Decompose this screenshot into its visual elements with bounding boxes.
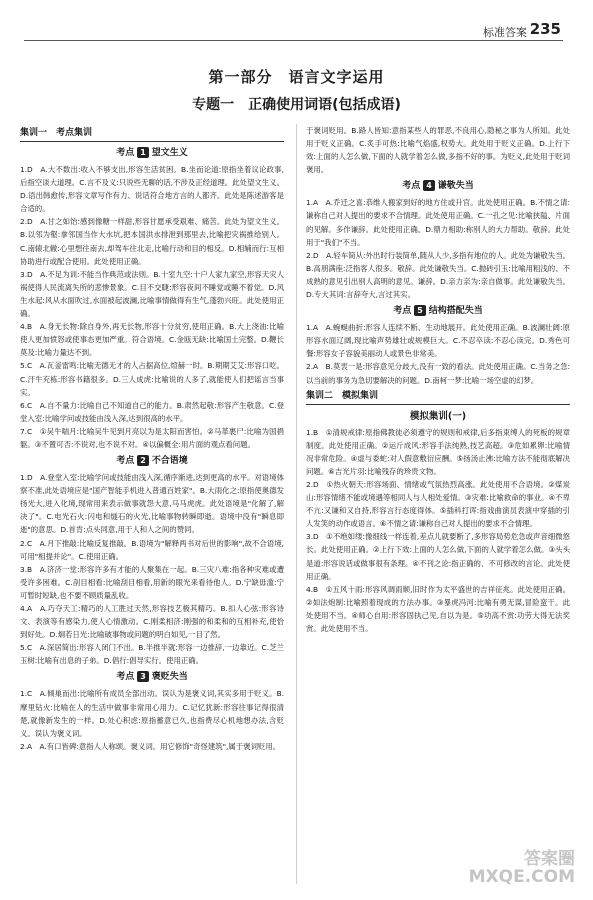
answer-item: 1.C A.倾巢而出:比喻所有成员全部出动。误认为是褒义词,其实多用于贬义。B.摩里钻火:比喻在人的生活中做事非常用心用力。C.记忆犹新:形容往事记得很清楚,就像新发生的一样。D.处心积虑:原指蓄意已久,也指费尽心机地想办法,含贬义。误认为褒义词。: [20, 689, 284, 738]
kaodian-heading-5: 考点 5 结构搭配失当: [393, 306, 483, 317]
kaodian-4-items: [306, 196, 570, 301]
page-header: [0, 0, 593, 46]
kaodian-number: 2: [137, 455, 149, 466]
topic-title: 专题一 正确使用词语(包括成语): [192, 97, 401, 113]
kaodian-heading-2: 考点 2 不合语境: [116, 456, 188, 467]
header-rule: [24, 40, 563, 41]
section-heading: 集训一 考点集训: [20, 126, 284, 142]
part-title: 第一部分 语言文字运用: [208, 68, 385, 86]
kaodian-2-items: [20, 471, 284, 667]
kaodian-5-items: [306, 321, 570, 386]
answer-item: 3.B A.济济一堂:形容许多有才能的人聚集在一起。B.三灾八难:指各种灾难或遭受许多困难。C.剖目相看:比喻刮目相看,用新的眼光来看待他人。D.宁缺毋滥:宁可暂时短缺,也不要不顾质量乱收。: [20, 564, 284, 600]
answer-item: 6.C A.自不量力:比喻自己不知道自己的能力。B.肃然起敬:形容产生敬意。C.登堂入室:比喻学问或技能由浅入深,达到很高的水平。: [20, 400, 284, 423]
kaodian-number: 5: [414, 305, 426, 316]
section-heading: 集训二 模拟集训: [306, 389, 570, 405]
answer-item: 4.B A.身无长物:除自身外,再无长物,形容十分贫穷,使用正确。B.大上浇油:比喻使人更加愤怒或使事态更加严重。符合语境。C.金瓯无缺:比喻国土完整。D.鞭长莫及:比喻力量达不到。: [20, 322, 284, 358]
answer-item: 2.A B.莫衷一是:形容意见分歧大,没有一致的看法。此处使用正确。C.当务之急:以当前的事务为急切要解决的问题。D.南柯一梦:比喻一场空虚的幻梦。: [306, 362, 570, 385]
kaodian-number: 4: [423, 180, 435, 191]
answer-item: 5.C A.瓦釜雷鸣:比喻无德无才的人占据高位,煊赫一时。B.期期艾艾:形容口吃。C.汗牛充栋:形容书籍很多。D.三人成虎:比喻说的人多了,就能使人们把谣言当事实。: [20, 361, 284, 397]
answer-item: 5.C A.深居简出:形容人闭门不出。B.半推半就:形容一边推辞,一边靠近。C.芝兰玉树:比喻有出息的子弟。D.倡行:倡导实行。使用正确。: [20, 643, 284, 666]
brand-watermark-logo: 答案圈 MXQE.COM: [468, 849, 575, 887]
answer-item: 2.D ①热火朝天:形容场面、情绪或气氛热烈高涨。此处使用不合语境。②煤炭山:形容情绪不能或境遇等相同人与人相处爱情。③灾难:比喻救命的事业。④不卑不亢:又谦和又自持,形容言行态度得体。⑤插科打诨:指戏曲演员表演中穿插的引人发笑的动作或语言。⑥不情之请:谦称自己对人提出的要求不合情理。: [306, 479, 570, 529]
kaodian-heading-4: 考点 4 谦敬失当: [402, 181, 474, 192]
kaodian-number: 3: [137, 671, 149, 682]
answer-item: 1.D A.大不数出:收入不够支出,形容生活贫困。B.坐而论道:原指坐着议论政事,后指空谈大道理。C.言不及义:只说些无聊的话,不涉及正经道理。此处望文生义。D.语出韩愈传,形容文章写作有力、说话符合地方言的人都齐。此处是陈述游客是合适的。: [20, 165, 284, 214]
answer-item: 2.D A.甘之如饴:感到像糖一样甜,形容甘愿承受艰难、痛苦。此处为望文生义。B.以邻为壑:拿邻国当作大水坑,把本国洪水排泄到那里去,比喻把灾祸推给别人。C.南辕北辙:心里想往南去,却驾车往北走,比喻行动和目的相反。D.相辅而行:互相协助进行或配合使用。此处使用正确。: [20, 217, 284, 266]
mock-title: 模拟集训(一): [409, 410, 467, 422]
answer-item: 2.C A.月下推敲:比喻反复推敲。B.语境为"解释两书对后世的影响",故不合语境,可用"相提并论"。C.使用正确。: [20, 538, 284, 561]
page-number: 235: [529, 20, 561, 38]
kaodian-number: 1: [137, 147, 149, 158]
answer-item: 4.B ①五风十雨:形容风调雨顺,旧时作为太平盛世的吉祥征兆。此处使用正确。②如法炮制:比喻照着现成的方法办事。③暴虎冯河:比喻有勇无谋,冒险蛮干。此处使用不当。④师心自用:形容固执己见,自以为是。⑤功高不赏:功劳大得无法奖赏。此处使用不当。: [306, 584, 570, 633]
answer-item: 1.B ①清规戒律:原指佛教徒必须遵守的规则和戒律,后多指束缚人的死板的规章制度。此处使用正确。②运斤成风:形容手法纯熟,技艺高超。③危如累卵:比喻情况非常危险。④虚与委蛇:对人假意敷衍应酬。⑤扬汤止沸:比喻方法不能彻底解决问题。⑥吉光片羽:比喻残存的珍贵文物。: [306, 427, 570, 476]
continued-items: [306, 124, 570, 176]
mock-items: [306, 426, 570, 636]
answer-item: 1.D A.登堂入室:比喻学问或技能由浅入深,循序渐进,达到更高的水平。对语境体察不准,此处语境应是"国产智能手机进入普通百姓家"。B.大雨化之:原指使奥德发扬光大,进入化境,现常用来表示做事就怨大意,马马虎虎。此处语境是"化解了,解决了"。C.电光石火:闪电和燧石的火光,比喻事物转瞬即逝。语境中没有"瞬息即逝"的意思。D.首肯:点头同意,用于人和人之间的赞同。: [20, 473, 284, 535]
answer-item: 3.D ①不绝如缕:像细线一样连着,差点儿就要断了,多形容局势危急或声音细微悠长。此处使用正确。②上行下效:上面的人怎么做,下面的人就学着怎么做。③头头是道:形容说话或做事很有条理。④不刊之论:指正确的、不可修改的言论。此处使用正确。: [306, 532, 570, 581]
answer-item: 2.D A.轻车简从:外出时行装简单,随从人少,多指有地位的人。此处为谦敬失当。B.高朋满座:泛指客人很多。敬辞。此处谦敬失当。C.抛砖引玉:比喻用粗浅的、不成熟的意见引出别人高明的意见。谦辞。D.亲力亲为:亲自做事。此处谦敬失当。D.专大其词:言辞夸大,言过其实。: [306, 250, 570, 300]
answer-item: 于褒词贬用。B.路人皆知:意指某些人的罪恶,不良用心,隐秘之事为人所知。此处用于贬义正确。C.炙手可热:比喻气焰盛,权势大。此处用于贬义正确。D.上行下效:上面的人怎么做,下面的人就学着怎么做,多指不好的事。为贬义,此处用于贬词褒用。: [306, 126, 570, 175]
kaodian-heading-3: 考点 3 褒贬失当: [116, 672, 188, 683]
answer-item: 2.A A.有口皆碑:意指人人称颂。褒义词。用它修饰"奇怪建筑",属于褒词贬用。: [20, 741, 281, 751]
right-column: [306, 124, 570, 894]
answer-item: 7.C ①吴牛喘月:比喻吴牛见到月亮以为是太阳而害怕。②马革裹尸:比喻为国捐躯。③不置可否:不说对,也不说不对。④以偏概全:用片面的观点看问题。: [20, 426, 284, 449]
header-label: 标准答案: [483, 26, 527, 39]
kaodian-1-items: [20, 163, 284, 451]
answer-item: 4.A A.巧夺天工:精巧的人工胜过天然,形容技艺极其精巧。B.扣人心弦:形容诗文、表演等有感染力,使人心情激动。C.刚柔相济:刚强的和柔和的互相补充,使恰到好处。D.炯若日光:比喻破事物或问题的明白如见,一目了然。: [20, 604, 284, 640]
kaodian-3-items: [20, 687, 284, 752]
answer-item: 1.A A.乔迁之喜:恭维人搬家到好的地方住或升官。此处使用正确。B.不情之请:谦称自己对人提出的要求不合情理。此处使用正确。C.一孔之见:比喻狭隘、片面的见解。多作谦辞。此处使用正确。D.鼎力相助:称别人的大力帮助。敬辞。此处用于"我们"不当。: [306, 198, 570, 247]
left-column: [20, 124, 284, 894]
kaodian-heading-1: 考点 1 望文生义: [116, 148, 188, 158]
column-divider: [296, 124, 297, 884]
answer-item: 1.A A.蜿蜒曲折:形容人连续不断、生动地展开。此处使用正确。B.波澜壮阔:原形容水面辽阔,现比喻声势雄壮或规模巨大。C.不忍卒读:不忍心读完。D.秀色可餐:形容女子容貌美丽动人或景色非常美。: [306, 323, 570, 359]
answer-item: 3.D A.不足为训:不能当作典范或法则。B.十室九空:十户人家九家空,形容天灾人祸使得人民流离失所的悲惨景象。C.目不交睫:形容夜间不睡觉或睡不着觉。D.风生水起:风从水面吹过,水面被起波澜,比喻事情做得有生气,蓬勃兴旺。此处使用正确。: [20, 269, 284, 319]
